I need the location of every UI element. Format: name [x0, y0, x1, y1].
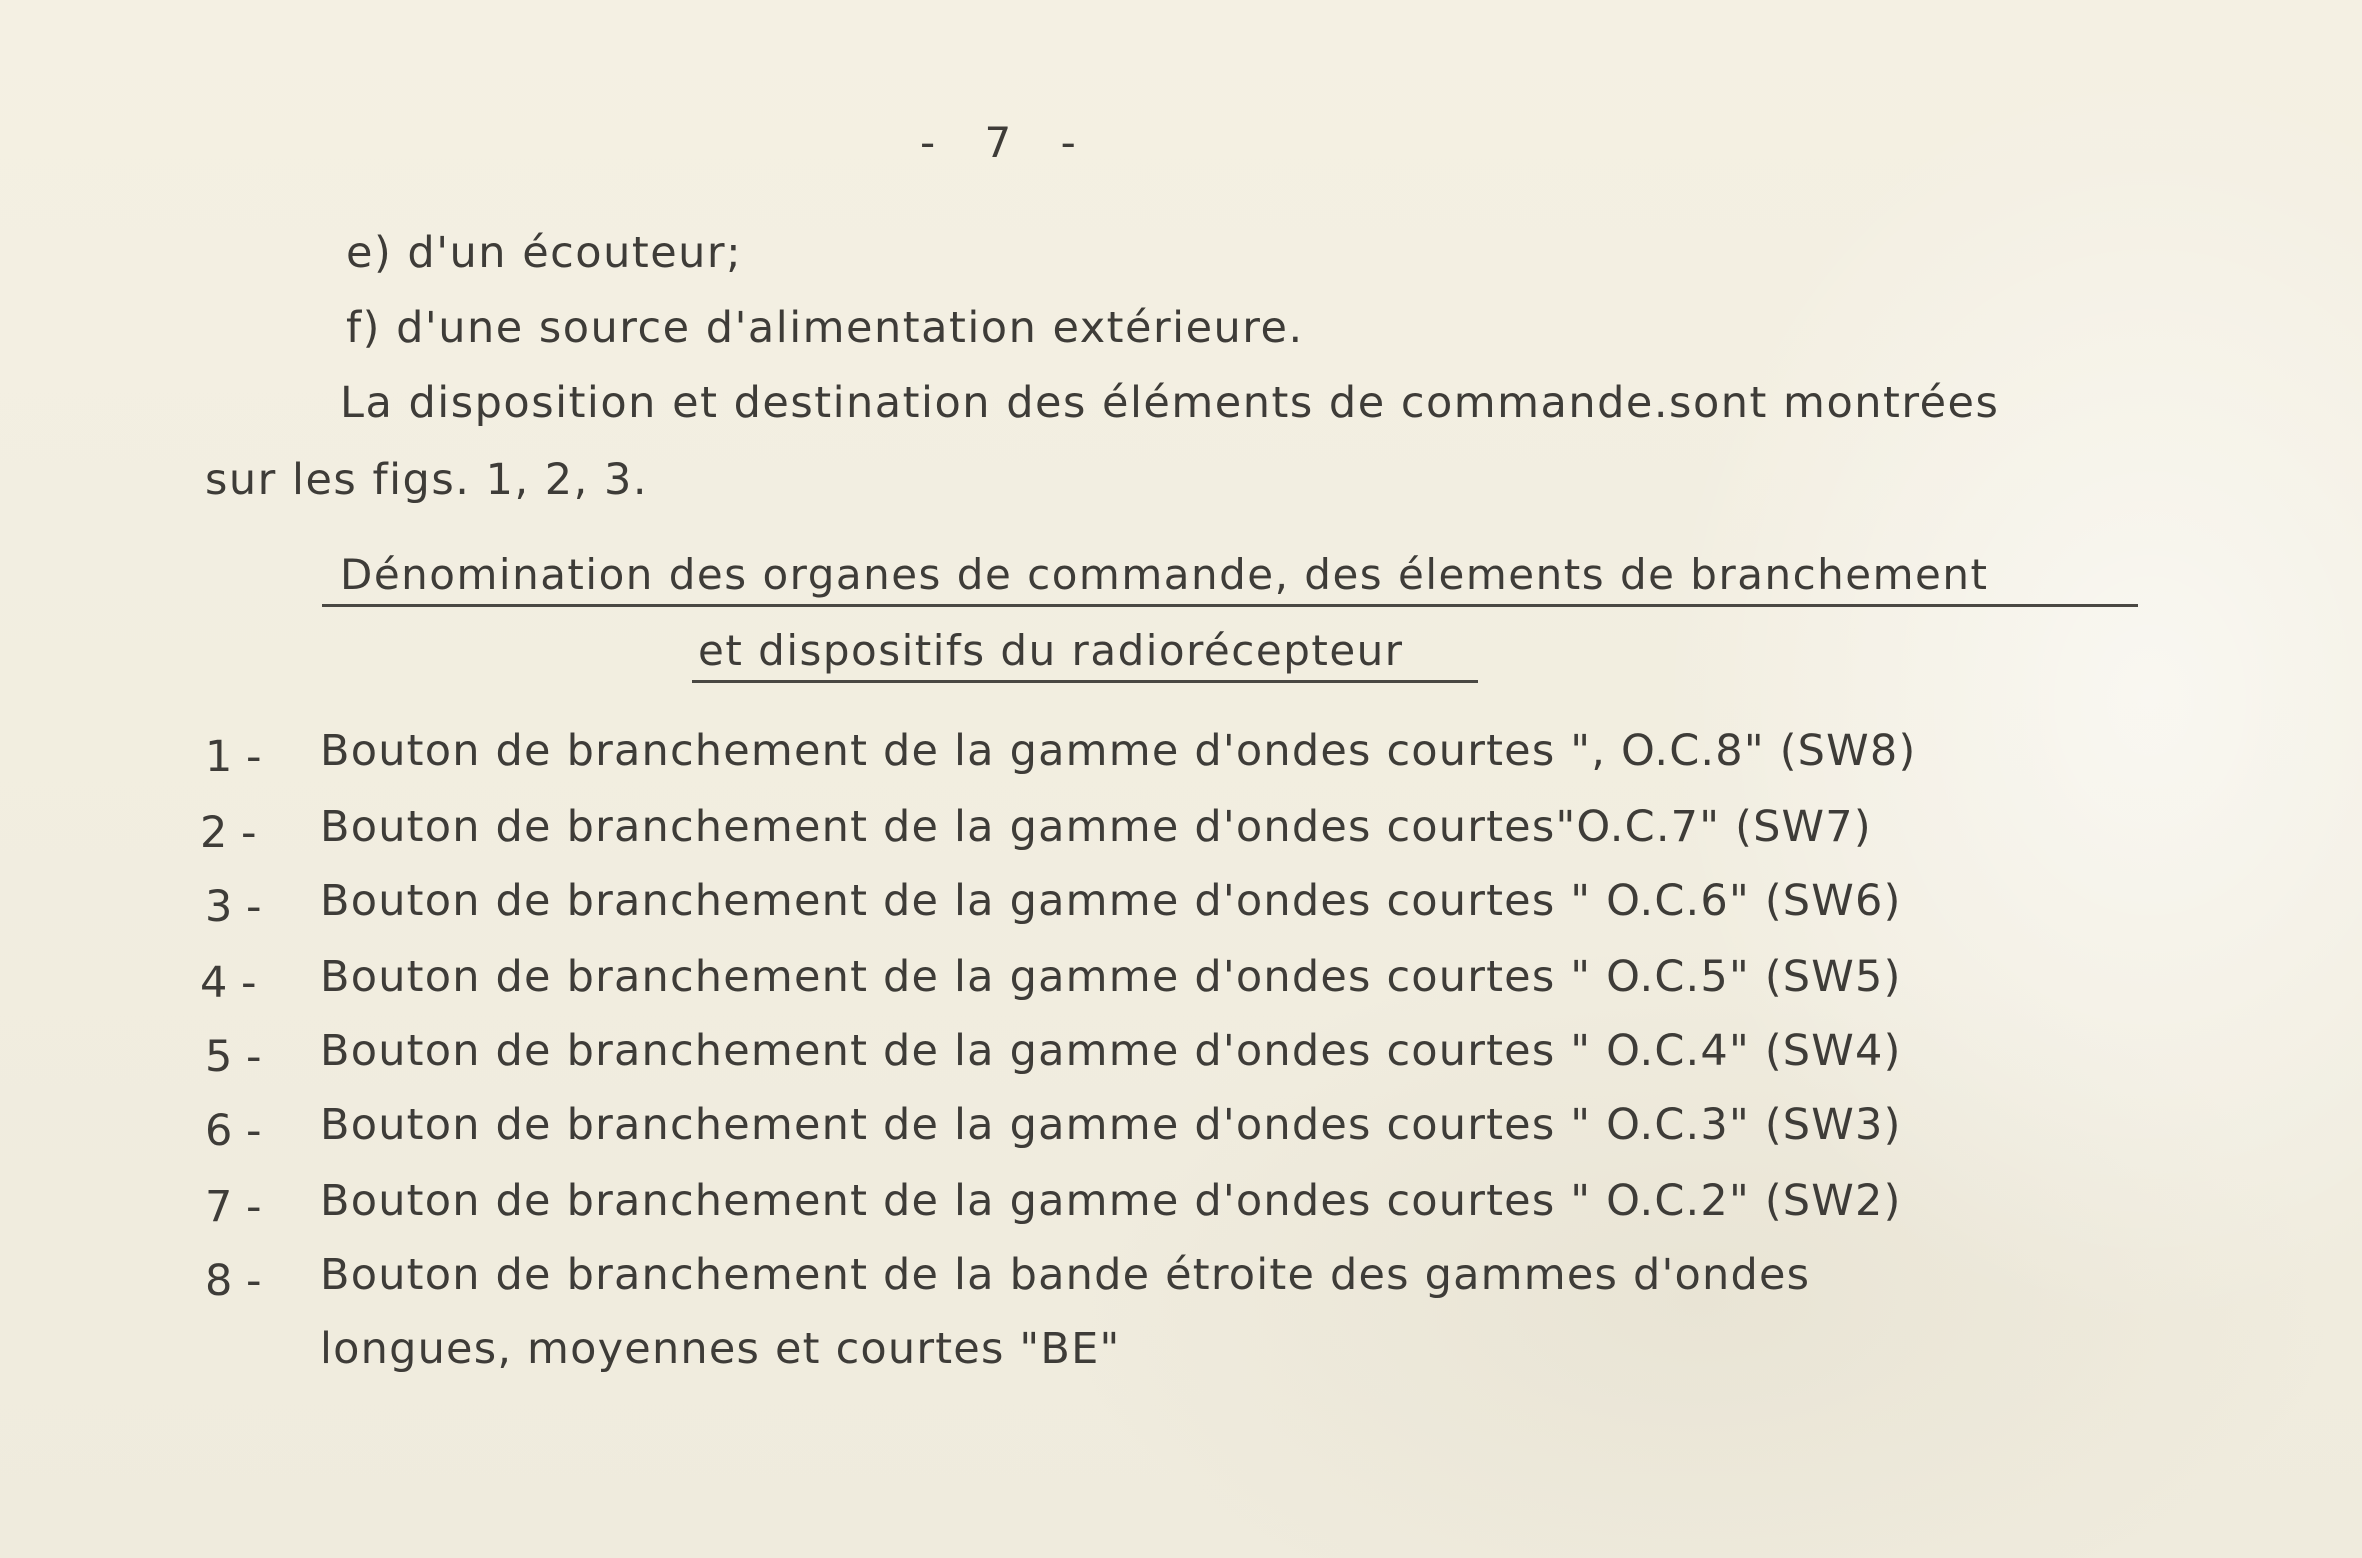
intro-line-f: f) d'une source d'alimentation extérieure.	[346, 303, 1304, 353]
intro-paragraph-line2: sur les figs. 1, 2, 3.	[205, 455, 649, 505]
intro-line-e: e) d'un écouteur;	[346, 228, 743, 278]
list-item-number: 4 -	[200, 958, 257, 1008]
list-item-text: Bouton de branchement de la gamme d'ondes courtes " O.C.2" (SW2)	[320, 1176, 1902, 1226]
intro-paragraph-line1: La disposition et destination des éléments de commande.sont montrées	[340, 378, 2000, 428]
list-item-text: Bouton de branchement de la gamme d'ondes courtes " O.C.3" (SW3)	[320, 1100, 1902, 1150]
list-item-text: Bouton de branchement de la gamme d'ondes courtes " O.C.4" (SW4)	[320, 1026, 1902, 1076]
list-item-number: 5 -	[205, 1032, 262, 1082]
section-heading-line1: Dénomination des organes de commande, des élements de branchement	[340, 550, 1989, 599]
list-item-text: Bouton de branchement de la gamme d'ondes courtes " O.C.5" (SW5)	[320, 952, 1902, 1002]
section-heading-line2: et dispositifs du radiorécepteur	[698, 626, 1404, 675]
bleed-through-shadow	[1250, 170, 2250, 200]
list-item-text: Bouton de branchement de la gamme d'ondes courtes ", O.C.8" (SW8)	[320, 726, 1917, 776]
list-item-text: Bouton de branchement de la gamme d'ondes courtes " O.C.6" (SW6)	[320, 876, 1902, 926]
list-item-number: 2 -	[200, 808, 257, 858]
list-item-number: 6 -	[205, 1106, 262, 1156]
list-item-number: 1 -	[205, 732, 262, 782]
page-number: - 7 -	[920, 118, 1094, 167]
list-item-text: Bouton de branchement de la bande étroite des gammes d'ondes	[320, 1250, 1811, 1300]
list-item-number: 8 -	[205, 1256, 262, 1306]
heading-underline-2	[692, 680, 1478, 683]
heading-underline-1	[322, 604, 2138, 607]
list-item-number: 3 -	[205, 882, 262, 932]
list-item-continuation: longues, moyennes et courtes "BE"	[320, 1324, 1121, 1374]
list-item-number: 7 -	[205, 1182, 262, 1232]
list-item-text: Bouton de branchement de la gamme d'ondes courtes"O.C.7" (SW7)	[320, 802, 1872, 852]
